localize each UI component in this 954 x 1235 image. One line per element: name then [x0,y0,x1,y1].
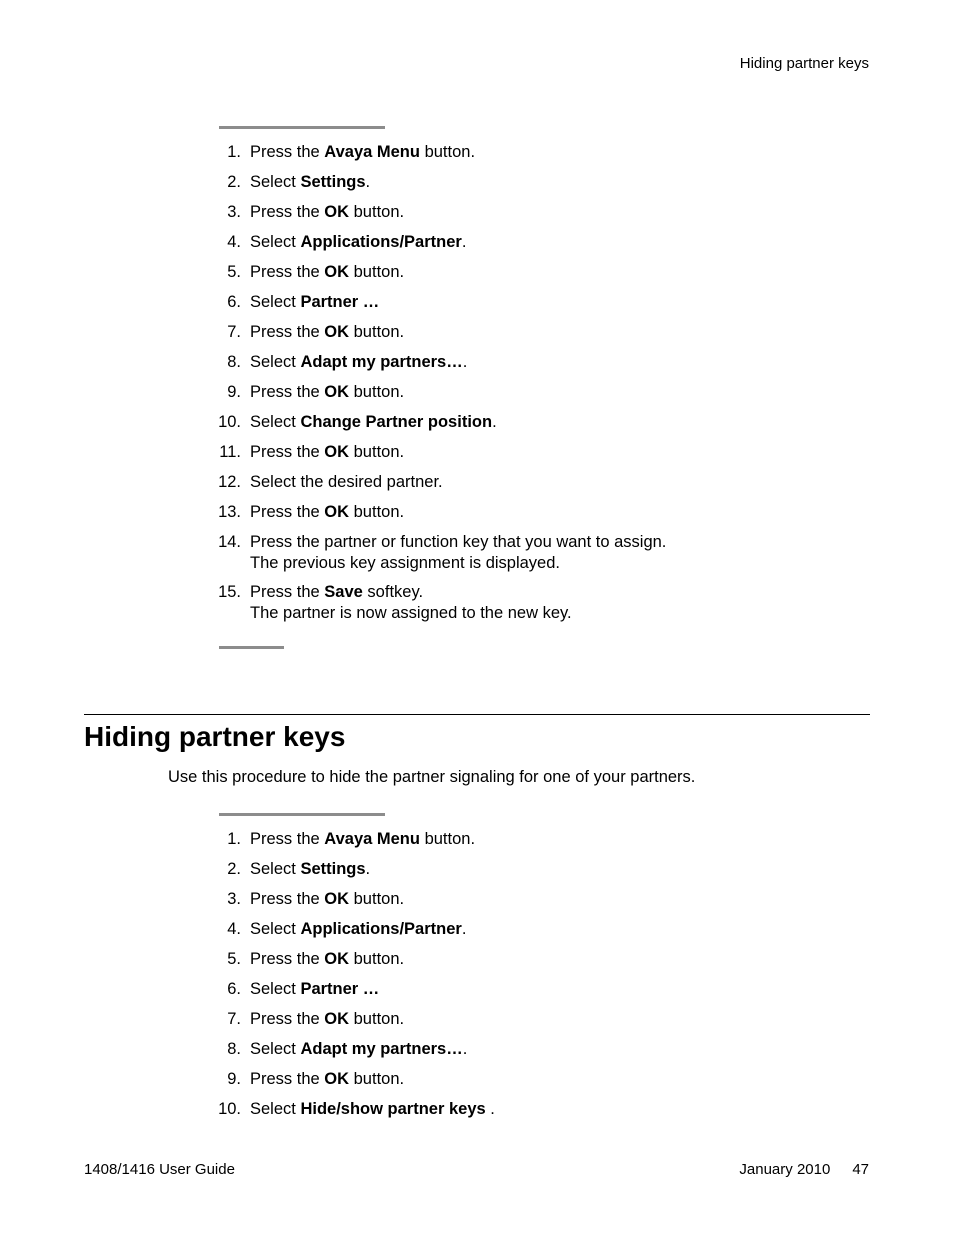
step-text-run: Select [250,980,301,998]
procedure-step [208,173,888,203]
procedure-step [208,473,888,503]
ui-term: OK [324,263,350,281]
footer-right [739,1161,869,1178]
step-number: 7. [227,323,241,341]
footer-page-number: 47 [852,1161,869,1178]
step-text [250,860,888,878]
step-text-run: button. [419,830,476,848]
procedure-step [208,143,888,173]
step-text-run: Select [250,920,301,938]
procedure-step [208,383,888,413]
step-text-run: Press the [250,583,325,601]
step-text-run: . [365,173,371,191]
step-text-run: Select [250,173,301,191]
ui-term: Avaya Menu [324,830,420,848]
step-text [250,413,888,431]
ui-term: Partner … [300,293,380,311]
step-text-run: button. [349,890,405,908]
step-number: 2. [227,173,241,191]
step-text-run: Press the [250,1010,325,1028]
step-text-run: Press the [250,383,325,401]
step-text-run: . [485,1100,495,1118]
procedure-start-rule [219,126,385,129]
ui-term: OK [324,323,350,341]
step-text-run: button. [419,143,476,161]
step-text-run: Press the [250,503,325,521]
procedure-step [208,920,888,950]
ui-term: Hide/show partner keys [300,1100,486,1118]
procedure-step [208,950,888,980]
procedure-step [208,353,888,383]
ui-term: Settings [300,860,366,878]
ui-term: Applications/Partner [300,233,462,251]
procedure-step [208,413,888,443]
step-text-run: button. [349,950,405,968]
step-text [250,583,888,601]
step-number: 3. [227,203,241,221]
step-text-run: button. [349,263,405,281]
procedure-step [208,1010,888,1040]
step-number: 5. [227,263,241,281]
ui-term: OK [324,1070,350,1088]
procedure-step [208,443,888,473]
procedure-step [208,860,888,890]
step-text-run: Select [250,293,301,311]
step-result: The previous key assignment is displayed. [250,554,560,572]
step-text-run: Press the [250,143,325,161]
procedure-steps-hide-keys [208,830,888,1130]
step-text [250,950,888,968]
ui-term: OK [324,383,350,401]
step-number: 10. [218,413,241,431]
step-text-run: . [461,920,467,938]
step-text [250,173,888,191]
step-number: 6. [227,980,241,998]
section-intro: Use this procedure to hide the partner signaling for one of your partners. [168,768,696,786]
step-text-run: button. [349,203,405,221]
step-text [250,533,888,551]
step-text [250,293,888,311]
procedure-steps-change-position [208,143,888,633]
step-text [250,920,888,938]
step-text-run: Press the [250,203,325,221]
procedure-step [208,533,888,583]
step-text-run: Press the [250,890,325,908]
step-text-run: . [365,860,371,878]
step-text [250,1040,888,1058]
procedure-step [208,583,888,633]
step-text [250,980,888,998]
procedure-step [208,1100,888,1130]
step-number: 7. [227,1010,241,1028]
step-number: 12. [218,473,241,491]
step-text-run: . [492,413,497,431]
step-number: 1. [227,143,241,161]
ui-term: Change Partner position [300,413,493,431]
procedure-step [208,503,888,533]
procedure-step [208,980,888,1010]
procedure-start-rule [219,813,385,816]
ui-term: OK [324,950,350,968]
step-text-run: Select [250,860,301,878]
step-text [250,890,888,908]
step-result: The partner is now assigned to the new key. [250,604,572,622]
step-text-run: Press the [250,830,325,848]
step-text [250,203,888,221]
step-text [250,1010,888,1028]
step-text-run: button. [349,503,405,521]
step-text [250,263,888,281]
procedure-step [208,293,888,323]
step-text-run: Press the [250,263,325,281]
step-number: 5. [227,950,241,968]
procedure-step [208,323,888,353]
step-text [250,830,888,848]
step-text-run: Select the desired partner. [250,473,443,491]
step-text-run: Select [250,233,301,251]
step-number: 9. [227,1070,241,1088]
footer-doc-title: 1408/1416 User Guide [84,1161,235,1178]
step-text-run: Select [250,413,301,431]
step-text [250,473,888,491]
step-text-run: Press the [250,323,325,341]
ui-term: Adapt my partners… [300,1040,463,1058]
ui-term: Save [324,583,363,601]
step-number: 6. [227,293,241,311]
procedure-end-rule [219,646,284,649]
step-text-run: Press the [250,1070,325,1088]
step-text-run: button. [349,1010,405,1028]
section-divider [84,714,870,715]
step-text-run: Press the [250,443,325,461]
step-text [250,503,888,521]
step-text-run: button. [349,323,405,341]
step-text-run: Press the [250,950,325,968]
step-number: 8. [227,1040,241,1058]
step-number: 13. [218,503,241,521]
step-text-run: button. [349,1070,405,1088]
step-text-run: . [462,353,468,371]
step-text [250,383,888,401]
step-number: 8. [227,353,241,371]
step-text [250,353,888,371]
procedure-step [208,1040,888,1070]
step-text-run: Select [250,353,301,371]
step-number: 1. [227,830,241,848]
ui-term: Avaya Menu [324,143,420,161]
step-number: 10. [218,1100,241,1118]
ui-term: Partner … [300,980,380,998]
step-number: 4. [227,920,241,938]
step-text [250,233,888,251]
running-header: Hiding partner keys [739,55,869,72]
step-text-run: button. [349,443,405,461]
ui-term: OK [324,203,350,221]
ui-term: OK [324,443,350,461]
step-text [250,1070,888,1088]
procedure-step [208,203,888,233]
step-number: 2. [227,860,241,878]
footer-date: January 2010 [739,1161,831,1178]
procedure-step [208,830,888,860]
procedure-step [208,890,888,920]
step-number: 14. [218,533,241,551]
step-text [250,443,888,461]
ui-term: Adapt my partners… [300,353,463,371]
step-number: 9. [227,383,241,401]
step-text-run: Select [250,1100,301,1118]
step-number: 3. [227,890,241,908]
section-title: Hiding partner keys [84,721,346,752]
ui-term: OK [324,1010,350,1028]
ui-term: OK [324,503,350,521]
step-number: 15. [218,583,241,601]
step-text-run: . [462,1040,468,1058]
step-text-run: Select [250,1040,301,1058]
step-number: 11. [219,443,241,461]
step-text [250,323,888,341]
ui-term: Applications/Partner [300,920,462,938]
procedure-step [208,263,888,293]
step-text-run: button. [349,383,405,401]
step-text-run: Press the partner or function key that you want to assign. [250,533,667,551]
step-number: 4. [227,233,241,251]
procedure-step [208,1070,888,1100]
step-text-run: . [461,233,467,251]
ui-term: Settings [300,173,366,191]
ui-term: OK [324,890,350,908]
step-text [250,143,888,161]
procedure-step [208,233,888,263]
step-text [250,1100,888,1118]
step-text-run: softkey. [362,583,424,601]
